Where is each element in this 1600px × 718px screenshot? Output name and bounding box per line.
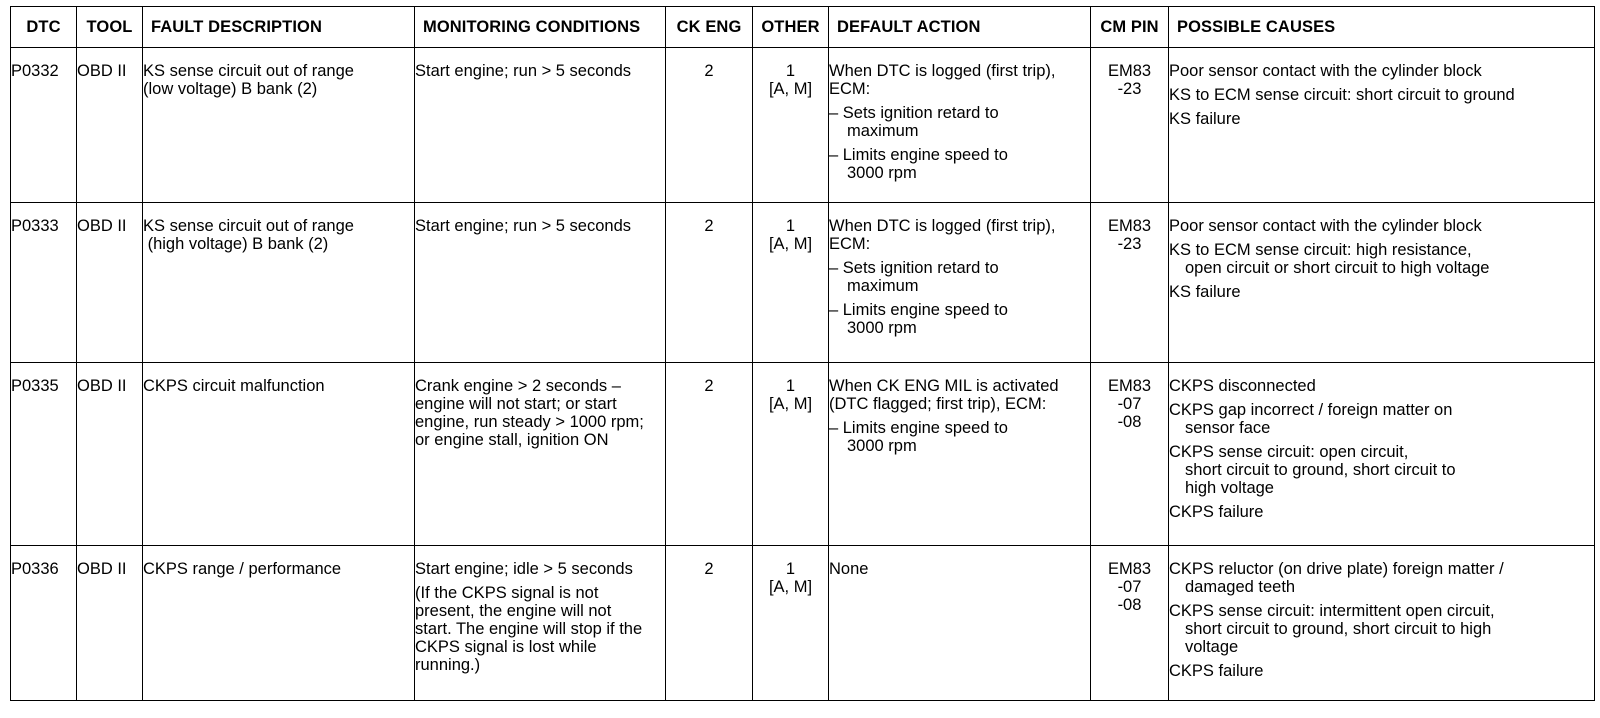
default-action-item xyxy=(829,104,1090,140)
possible-cause-item xyxy=(1169,602,1594,656)
cm-pin-line: -23 xyxy=(1117,235,1142,253)
cm-pin-line: EM83 xyxy=(1107,217,1152,235)
fault-description-cell xyxy=(143,363,415,546)
header-dtc: DTC xyxy=(11,7,77,48)
ck-eng-value: 2 xyxy=(704,217,714,235)
fault-description-line: CKPS range / performance xyxy=(143,560,342,578)
other-cell xyxy=(753,48,829,203)
monitoring-note-line: present, the engine will not xyxy=(415,602,612,620)
dtc-table-sheet xyxy=(10,6,1594,701)
default-action-item-line: maximum xyxy=(847,122,919,140)
possible-cause-line: Poor sensor contact with the cylinder block xyxy=(1169,217,1482,235)
possible-cause-line: CKPS sense circuit: open circuit, xyxy=(1169,443,1409,461)
possible-cause-line: high voltage xyxy=(1185,479,1274,497)
possible-cause-line: CKPS reluctor (on drive plate) foreign matter / xyxy=(1169,560,1504,578)
table-row xyxy=(11,48,1595,203)
other-cell xyxy=(753,546,829,701)
monitoring-conditions-cell xyxy=(415,363,666,546)
ck-eng-cell xyxy=(666,203,753,363)
dtc-code: P0335 xyxy=(11,377,59,395)
ck-eng-cell xyxy=(666,363,753,546)
default-action-line: When DTC is logged (first trip), xyxy=(829,217,1056,235)
default-action-item-line: maximum xyxy=(847,277,919,295)
other-value-line: [A, M] xyxy=(768,80,813,98)
other-value-line: [A, M] xyxy=(768,395,813,413)
other-cell xyxy=(753,363,829,546)
ck-eng-cell xyxy=(666,546,753,701)
header-other: OTHER xyxy=(753,7,829,48)
cm-pin-line: -08 xyxy=(1117,596,1142,614)
monitoring-line: Start engine; run > 5 seconds xyxy=(415,217,632,235)
default-action-item-line: – Limits engine speed to xyxy=(829,419,1008,437)
monitoring-note xyxy=(415,584,665,674)
default-action-line: When CK ENG MIL is activated xyxy=(829,377,1059,395)
monitoring-line: engine, run steady > 1000 rpm; xyxy=(415,413,644,431)
possible-cause-line: KS failure xyxy=(1169,110,1241,128)
possible-cause-line: CKPS sense circuit: intermittent open circuit, xyxy=(1169,602,1495,620)
possible-cause-item xyxy=(1169,86,1594,104)
possible-cause-item xyxy=(1169,560,1594,596)
tool-cell xyxy=(77,546,143,701)
dtc-code: P0336 xyxy=(11,560,59,578)
monitoring-note-line: (If the CKPS signal is not xyxy=(415,584,599,602)
possible-cause-line: KS to ECM sense circuit: short circuit to ground xyxy=(1169,86,1515,104)
ck-eng-cell xyxy=(666,48,753,203)
dtc-code-cell xyxy=(11,363,77,546)
monitoring-note-line: CKPS signal is lost while xyxy=(415,638,597,656)
fault-description-line: CKPS circuit malfunction xyxy=(143,377,325,395)
monitoring-line: Start engine; run > 5 seconds xyxy=(415,62,632,80)
fault-description-line: (high voltage) B bank (2) xyxy=(143,235,329,253)
fault-description-cell xyxy=(143,48,415,203)
default-action-line: ECM: xyxy=(829,80,871,98)
possible-cause-item xyxy=(1169,62,1594,80)
possible-cause-item xyxy=(1169,283,1594,301)
header-monitoring-conditions: MONITORING CONDITIONS xyxy=(415,7,666,48)
cm-pin-cell xyxy=(1091,363,1169,546)
monitoring-conditions-cell xyxy=(415,48,666,203)
monitoring-line: Start engine; idle > 5 seconds xyxy=(415,560,633,578)
other-value-line: 1 xyxy=(785,377,796,395)
default-action-item-line: – Sets ignition retard to xyxy=(829,259,999,277)
tool-label: OBD II xyxy=(77,62,127,80)
monitoring-line: engine will not start; or start xyxy=(415,395,617,413)
cm-pin-line: -23 xyxy=(1117,80,1142,98)
default-action-item xyxy=(829,301,1090,337)
cm-pin-line: -08 xyxy=(1117,413,1142,431)
dtc-code: P0332 xyxy=(11,62,59,80)
cm-pin-line: EM83 xyxy=(1107,377,1152,395)
possible-cause-item xyxy=(1169,110,1594,128)
default-action-item-line: – Sets ignition retard to xyxy=(829,104,999,122)
header-ck-eng: CK ENG xyxy=(666,7,753,48)
ck-eng-value: 2 xyxy=(704,377,714,395)
cm-pin-cell xyxy=(1091,546,1169,701)
tool-label: OBD II xyxy=(77,377,127,395)
dtc-code-cell xyxy=(11,546,77,701)
monitoring-conditions-cell xyxy=(415,546,666,701)
possible-cause-line: open circuit or short circuit to high voltage xyxy=(1185,259,1490,277)
header-fault-description: FAULT DESCRIPTION xyxy=(143,7,415,48)
possible-cause-line: CKPS gap incorrect / foreign matter on xyxy=(1169,401,1453,419)
monitoring-note-line: start. The engine will stop if the xyxy=(415,620,643,638)
default-action-item-line: 3000 rpm xyxy=(847,319,917,337)
default-action-item-line: 3000 rpm xyxy=(847,164,917,182)
tool-label: OBD II xyxy=(77,217,127,235)
possible-cause-item xyxy=(1169,401,1594,437)
tool-cell xyxy=(77,363,143,546)
header-possible-causes: POSSIBLE CAUSES xyxy=(1169,7,1595,48)
dtc-table-body xyxy=(11,48,1595,701)
possible-causes-cell xyxy=(1169,48,1595,203)
monitoring-conditions-cell xyxy=(415,203,666,363)
possible-cause-line: CKPS disconnected xyxy=(1169,377,1316,395)
possible-cause-line: KS failure xyxy=(1169,283,1241,301)
other-value-line: [A, M] xyxy=(768,235,813,253)
fault-description-cell xyxy=(143,203,415,363)
possible-cause-line: KS to ECM sense circuit: high resistance, xyxy=(1169,241,1472,259)
table-row xyxy=(11,363,1595,546)
default-action-item-line: 3000 rpm xyxy=(847,437,917,455)
ck-eng-value: 2 xyxy=(704,62,714,80)
possible-cause-line: CKPS failure xyxy=(1169,503,1264,521)
possible-cause-line: Poor sensor contact with the cylinder block xyxy=(1169,62,1482,80)
possible-cause-item xyxy=(1169,241,1594,277)
possible-cause-line: CKPS failure xyxy=(1169,662,1264,680)
fault-description-cell xyxy=(143,546,415,701)
possible-causes-cell xyxy=(1169,546,1595,701)
possible-causes-cell xyxy=(1169,363,1595,546)
fault-description-line: KS sense circuit out of range xyxy=(143,62,354,80)
monitoring-line: or engine stall, ignition ON xyxy=(415,431,609,449)
tool-cell xyxy=(77,48,143,203)
dtc-code-cell xyxy=(11,48,77,203)
cm-pin-cell xyxy=(1091,48,1169,203)
default-action-item xyxy=(829,419,1090,455)
possible-cause-item xyxy=(1169,443,1594,497)
possible-causes-cell xyxy=(1169,203,1595,363)
default-action-line: When DTC is logged (first trip), xyxy=(829,62,1056,80)
fault-description-line: KS sense circuit out of range xyxy=(143,217,354,235)
cm-pin-line: -07 xyxy=(1117,395,1142,413)
header-row xyxy=(11,7,1595,48)
possible-cause-line: sensor face xyxy=(1185,419,1271,437)
other-value-line: 1 xyxy=(785,560,796,578)
dtc-code: P0333 xyxy=(11,217,59,235)
header-cm-pin: CM PIN xyxy=(1091,7,1169,48)
possible-cause-line: damaged teeth xyxy=(1185,578,1296,596)
cm-pin-cell xyxy=(1091,203,1169,363)
default-action-cell xyxy=(829,363,1091,546)
other-value-line: 1 xyxy=(785,217,796,235)
monitoring-line: Crank engine > 2 seconds – xyxy=(415,377,621,395)
default-action-cell xyxy=(829,203,1091,363)
ck-eng-value: 2 xyxy=(704,560,714,578)
fault-description-line: (low voltage) B bank (2) xyxy=(143,80,318,98)
header-tool: TOOL xyxy=(77,7,143,48)
default-action-cell xyxy=(829,546,1091,701)
header-default-action: DEFAULT ACTION xyxy=(829,7,1091,48)
table-row xyxy=(11,203,1595,363)
dtc-table xyxy=(10,6,1595,701)
table-row xyxy=(11,546,1595,701)
default-action-item xyxy=(829,259,1090,295)
possible-cause-item xyxy=(1169,377,1594,395)
possible-cause-line: short circuit to ground, short circuit to xyxy=(1185,461,1456,479)
default-action-cell xyxy=(829,48,1091,203)
default-action-line: None xyxy=(829,560,869,578)
default-action-line: (DTC flagged; first trip), ECM: xyxy=(829,395,1047,413)
possible-cause-item xyxy=(1169,503,1594,521)
default-action-line: ECM: xyxy=(829,235,871,253)
other-cell xyxy=(753,203,829,363)
other-value-line: 1 xyxy=(785,62,796,80)
default-action-item-line: – Limits engine speed to xyxy=(829,301,1008,319)
possible-cause-item xyxy=(1169,217,1594,235)
tool-label: OBD II xyxy=(77,560,127,578)
possible-cause-item xyxy=(1169,662,1594,680)
cm-pin-line: EM83 xyxy=(1107,560,1152,578)
possible-cause-line: voltage xyxy=(1185,638,1239,656)
tool-cell xyxy=(77,203,143,363)
dtc-code-cell xyxy=(11,203,77,363)
default-action-item-line: – Limits engine speed to xyxy=(829,146,1008,164)
default-action-item xyxy=(829,146,1090,182)
cm-pin-line: -07 xyxy=(1117,578,1142,596)
possible-cause-line: short circuit to ground, short circuit to high xyxy=(1185,620,1492,638)
other-value-line: [A, M] xyxy=(768,578,813,596)
cm-pin-line: EM83 xyxy=(1107,62,1152,80)
monitoring-note-line: running.) xyxy=(415,656,481,674)
